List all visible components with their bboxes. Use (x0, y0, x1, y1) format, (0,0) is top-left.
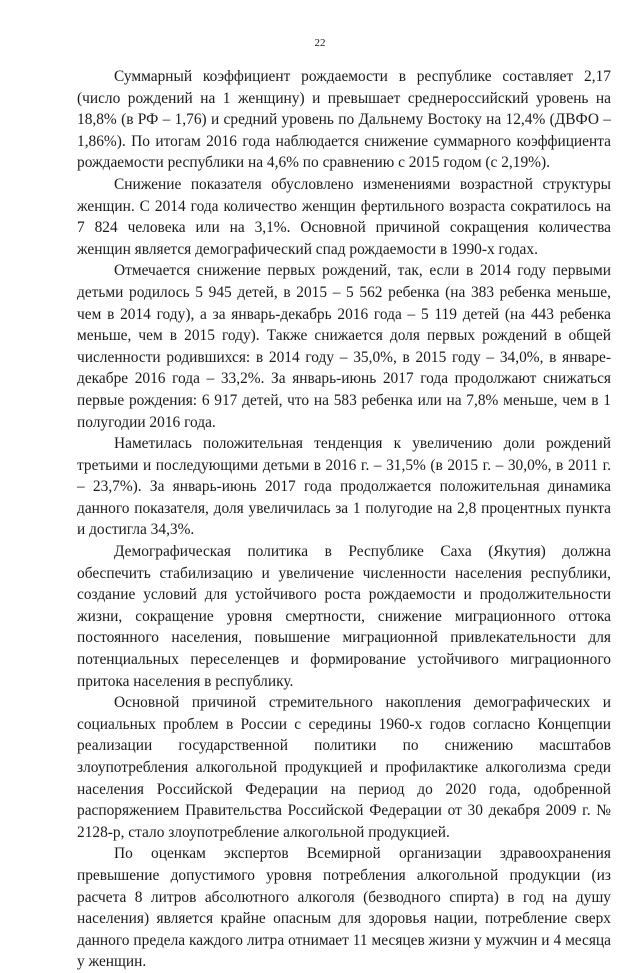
paragraph-alcohol-concept: Основной причиной стремительного накопления демографических и социальных проблем в России с середины 1960-х годов согласно Концепции реализации государственной политики по снижению масштабов злоупотребления алкогольной продукцией и профилактике алкоголизма среди населения Российской Федерации на период до 2020 года, одобренной распоряжением Правительства Российской Федерации от 30 декабря 2009 г. № 2128-р, стало злоупотребление алкогольной продукцией. (77, 694, 611, 841)
paragraph-fertility-rate: Суммарный коэффициент рождаемости в республике составляет 2,17 (число рождений на 1 женщину) и превышает среднероссийский уровень на 18,8% (в РФ – 1,76) и средний уровень по Дальнему Востоку на 12,4% (ДВФО – 1,86%). По итогам 2016 года наблюдается снижение суммарного коэффициента рождаемости республики на 4,6% по сравнению с 2015 годом (с 2,19%). (77, 68, 611, 172)
document-body (77, 66, 611, 973)
paragraph-third-births: Наметилась положительная тенденция к увеличению доли рождений третьими и последующими детьми в 2016 г. – 31,5% (в 2015 г. – 30,0%, в 2011 г. – 23,7%). За январь-июнь 2017 года продолжается положительная динамика данного показателя, доля увеличилась за 1 полугодие на 2,8 процентных пункта и достигла 34,3%. (77, 435, 611, 539)
page-number: 22 (314, 37, 326, 49)
paragraph-first-births: Отмечается снижение первых рождений, так, если в 2014 году первыми детьми родилось 5 945 детей, в 2015 – 5 562 ребенка (на 383 ребенка меньше, чем в 2014 году), а за январь-декабрь 2016 года – 5 119 детей (на 443 ребенка меньше, чем в 2015 году). Также снижается доля первых рождений в общей численности родившихся: в 2014 году – 35,0%, в 2015 году – 34,0%, в январе-декабре 2016 года – 33,2%. За январь-июнь 2017 года продолжают снижаться первые рождения: 6 917 детей, что на 583 ребенка или на 7,8% меньше, чем в 1 полугодии 2016 года. (77, 262, 611, 431)
paragraph-demographic-policy: Демографическая политика в Республике Саха (Якутия) должна обеспечить стабилизацию и увеличение численности населения республики, создание условий для устойчивого роста рождаемости и продолжительности жизни, сокращение уровня смертности, снижение миграционного оттока постоянного населения, повышение миграционной привлекательности для потенциальных переселенцев и формирование устойчивого миграционного притока населения в республику. (77, 543, 611, 690)
paragraph-age-structure: Снижение показателя обусловлено изменениями возрастной структуры женщин. С 2014 года количество женщин фертильного возраста сократилось на 7 824 человека или на 3,1%. Основной причиной сокращения количества женщин является демографический спад рождаемости в 1990-х годах. (77, 175, 611, 258)
paragraph-who-estimates: По оценкам экспертов Всемирной организации здравоохранения превышение допустимого уровня потребления алкогольной продукции (из расчета 8 литров абсолютного алкоголя (безводного спирта) в год на душу населения) является крайне опасным для здоровья нации, потребление сверх данного предела каждого литра отнимает 11 месяцев жизни у мужчин и 4 месяца у женщин. (77, 845, 611, 971)
